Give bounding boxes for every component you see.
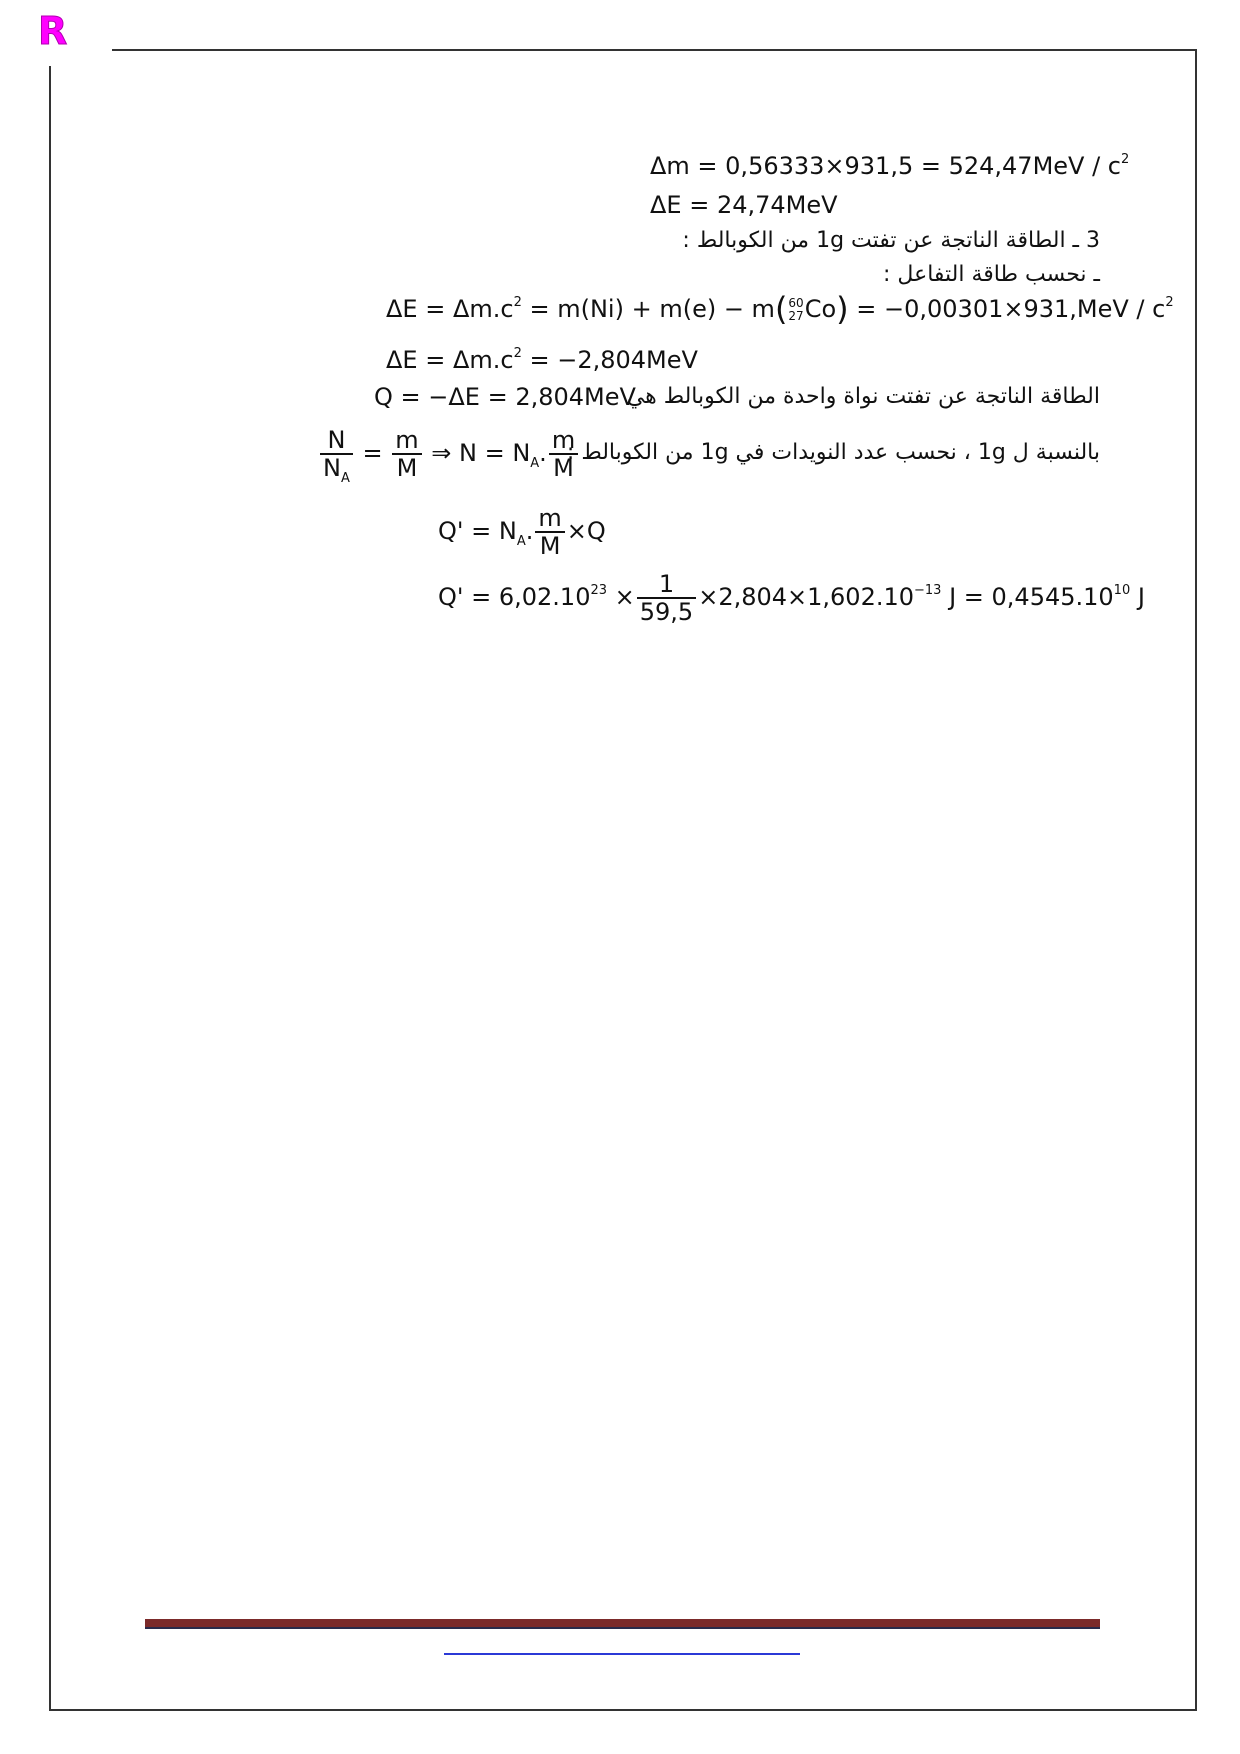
equation-energy: ΔE = 24,74MeV [650, 191, 838, 219]
fraction-m-over-m-2: $\frac{m}{M}$ [549, 427, 578, 481]
logo-letter: R [38, 9, 68, 52]
footer-divider [145, 1619, 1100, 1629]
fraction-n-over-na: $\frac{N}{N_A}$ [320, 427, 353, 481]
equation-nuclide-count: $\frac{N}{N_A}$ = $\frac{m}{M}$ ⇒ $N = N_A$. $\frac{m}{M}$ [318, 424, 580, 482]
page-frame-top [112, 49, 1197, 51]
equation-reaction-energy: $\Delta E = \Delta m.c^2 = m(Ni) + m(e) - m$( 60 27 $Co) = -0,00301\times 931,MeV / c^2$ [386, 290, 1174, 328]
reaction-energy-label: ـ نحسب طاقة التفاعل : [883, 262, 1100, 287]
per-gram-text: بالنسبة ل 1g ، نحسب عدد النويدات في 1g من الكوبالط : [566, 440, 1100, 465]
isotope-notation: 60 27 [788, 296, 804, 323]
page-frame-bottom [49, 1709, 1197, 1711]
equation-mass-defect: $\Delta m = 0,56333\times 931,5 = 524,47MeV / c^2$ [650, 152, 1130, 180]
equation-q: Q = −ΔE = 2,804MeV [374, 383, 636, 411]
equation-q-prime-final: $Q' = 6,02.10^{23}$ × $\frac{1}{59,5}$ $\times 2,804\times 1,602.10^{-13}$ $J = 0,4545.10^{10}$ J [438, 570, 1145, 626]
nucleus-energy-text: الطاقة الناتجة عن تفتت نواة واحدة من الكوبالط هي [626, 384, 1100, 409]
page-frame-right [1195, 49, 1197, 1710]
fraction-m-over-m-3: $\frac{m}{M}$ [535, 505, 564, 559]
fraction-one-over-molar-mass: $\frac{1}{59,5}$ [637, 571, 696, 625]
step3-heading: 3 ـ الطاقة الناتجة عن تفتت 1g من الكوبالط : [682, 228, 1100, 253]
fraction-m-over-m: $\frac{m}{M}$ [392, 427, 421, 481]
equation-q-prime: $Q' = N_A$. $\frac{m}{M}$ ×Q [438, 504, 606, 560]
equation-energy-negative: $\Delta E = \Delta m.c^2 = -2,804MeV$ [386, 346, 698, 374]
footer-link-underline[interactable] [444, 1653, 800, 1655]
page-frame-left [49, 66, 51, 1710]
logo-icon [36, 8, 76, 52]
